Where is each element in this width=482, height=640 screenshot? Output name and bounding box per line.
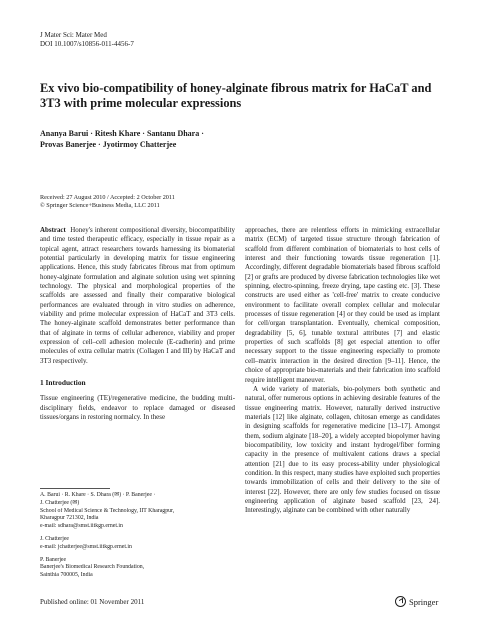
published-online-date: Published online: 01 November 2011	[40, 598, 145, 606]
affiliation-line: School of Medical Science & Technology, IIT Kharagpur,	[40, 507, 175, 514]
affiliation-block-1	[40, 492, 235, 531]
affiliation-line: P. Banerjee	[40, 556, 67, 563]
publisher-mark	[395, 596, 438, 607]
footnote-divider	[40, 488, 110, 489]
body-paragraph-1: approaches, there are relentless efforts in mimicking extracellular matrix (ECM) of targeted tissue structure through fabrication of scaffold from different combination of biomaterials to host cells of interest and their functioning towards tissue regeneration [1]. Accordingly, different degradable biomaterials based fibrous scaffold [2] or grafts are produced by diverse fabrication technologies like wet spinning, electro-spinning, freeze drying, tape casting etc. [3]. These constructs are used either as 'cell-free' matrix to create conducive environment to facilitate overall complex cellular and molecular processes of tissue regeneration [4] or they could be used as implant for cell/organ transplantation. Eventually, chemical composition, degradability [5, 6], tunable textural attributes [7] and elastic properties of such scaffolds [8] get especial attention to offer necessary support to the tissue engineering especially to promote cell–matrix interaction in the desired direction [9–11]. Hence, the choice of appropriate bio-materials and their fabrication into scaffold require intelligent maneuver.	[245, 226, 440, 384]
received-accepted-dates: Received: 27 August 2010 / Accepted: 2 October 2011	[40, 194, 175, 201]
email-link[interactable]: e-mail: sdhara@smst.iitkgp.ernet.in	[40, 523, 123, 530]
copyright-notice: © Springer Science+Business Media, LLC 2011	[40, 202, 160, 209]
abstract-label: Abstract	[40, 226, 66, 234]
affiliation-block-3	[40, 557, 235, 580]
body-paragraph-2: A wide variety of materials, bio-polymers both synthetic and natural, offer numerous options in achieving desirable features of the tissue engineering matrix. However, naturally derived instructive materials [12] like alginate, collagen, chitosan emerge as candidates in designing scaffolds for regenerative medicine [13–17]. Amongst them, sodium alginate [18–20], a widely accepted biopolymer having biocompatibility, low toxicity and instant hydrogel/fiber forming capacity in the presence of multivalent cations draws a special attention [21] due to its easy process-ability under physiological condition. In this respect, many studies have exploited such properties towards immobilization of cells and their delivery to the site of interest [22]. However, there are only few studies focused on tissue engineering application of alginate based scaffold [23, 24]. Interestingly, alginate can be combined with other naturally	[245, 384, 440, 515]
author-line-1: Ananya Barui · Ritesh Khare · Santanu Dhara ·	[40, 129, 204, 138]
journal-name: J Mater Sci: Mater Med	[40, 31, 107, 39]
affiliation-block-2	[40, 536, 235, 552]
journal-header	[40, 31, 134, 49]
affiliation-line: J. Chatterjee	[40, 535, 69, 542]
affiliation-line: J. Chatterjee (✉)	[40, 499, 80, 506]
author-affiliations	[40, 488, 235, 585]
right-column	[245, 226, 440, 516]
affiliation-line: A. Barui · R. Khare · S. Dhara (✉) · P. Banerjee ·	[40, 492, 156, 498]
email-link[interactable]: e-mail: jchatterjee@smst.iitkgp.ernet.in	[40, 543, 132, 550]
introduction-text: Tissue engineering (TE)/regenerative medicine, the budding multi-disciplinary fields, endeavor to replace damaged or diseased tissues/organs in restoring normalcy. In these	[40, 394, 235, 421]
abstract-text: Honey's inherent compositional diversity, biocompatibility and time tested therapeutic efficacy, especially in tissue repair as a topical agent, attract researchers towards harnessing its biomaterial potential particularly in developing matrix for tissue engineering applications. Hence, this study fabricates fibrous mat from optimum honey-alginate formulation and alginate solution using wet spinning technology. The physical and morphological properties of the scaffolds are assessed and finally their comparative biological performances are evaluated through in vitro studies on adherence, viability and prime molecular expression of HaCaT and 3T3 cells. The honey-alginate scaffold demonstrates better performance than that of alginate in terms of cellular adherence, viability and proper expression of cell–cell adhesion molecule (E-cadherin) and prime molecules of extra cellular matrix (Collagen I and III) by HaCaT and 3T3 respectively.	[40, 226, 235, 365]
author-list	[40, 128, 440, 150]
abstract	[40, 226, 235, 366]
author-line-2: Provas Banerjee · Jyotirmoy Chatterjee	[40, 140, 177, 149]
springer-logo-icon	[395, 596, 406, 607]
section-heading-introduction: 1 Introduction	[40, 378, 86, 388]
left-column	[40, 226, 235, 422]
article-title: Ex vivo bio-compatibility of honey-alginate fibrous matrix for HaCaT and 3T3 with prime molecular expressions	[40, 81, 432, 110]
article-dates	[40, 194, 175, 210]
affiliation-line: Banerjee's Biomedical Research Foundation,	[40, 564, 145, 571]
affiliation-line: Kharagpur 721302, India	[40, 515, 99, 522]
publisher-name: Springer	[409, 596, 439, 607]
affiliation-line: Sainthia 700005, India	[40, 572, 93, 579]
journal-doi: DOI 10.1007/s10856-011-4456-7	[40, 40, 134, 48]
